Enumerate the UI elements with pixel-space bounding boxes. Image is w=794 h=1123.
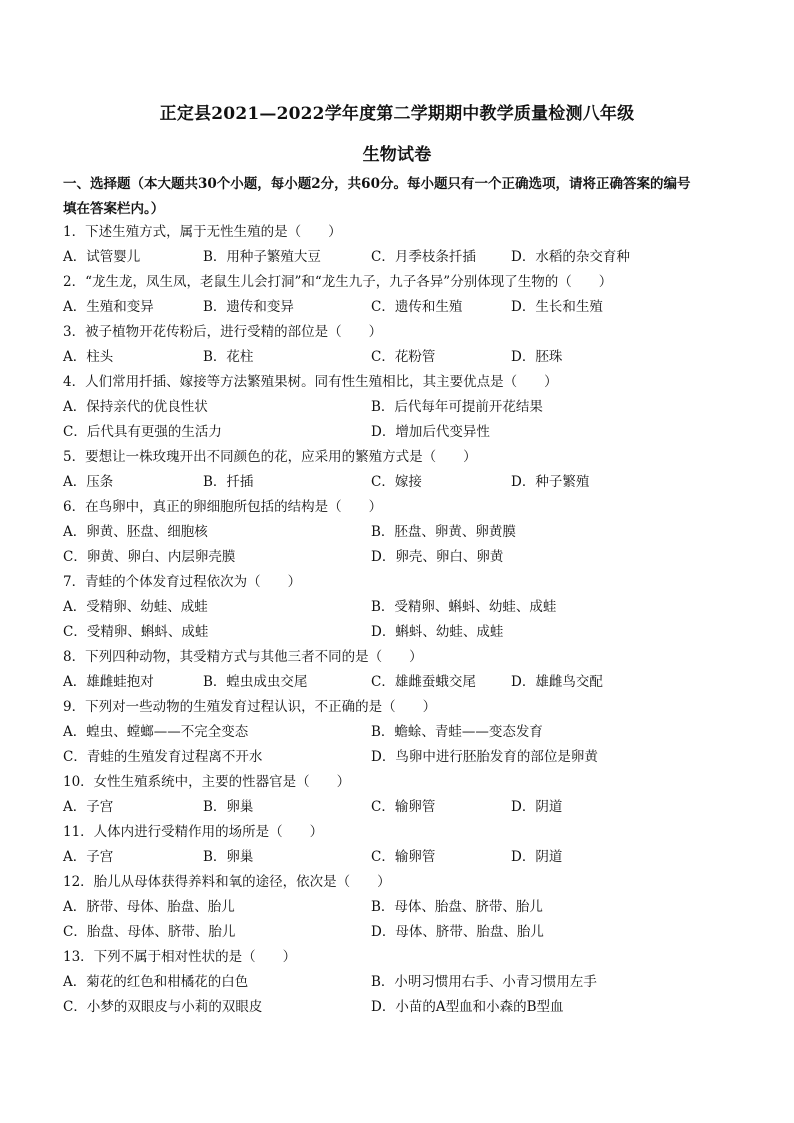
question-stem: 6．在鸟卵中，真正的卵细胞所包括的结构是（ ）: [63, 499, 383, 515]
options-row: [63, 295, 731, 320]
option-c: C．遗传和生殖: [371, 299, 463, 315]
option-c: C．嫁接: [371, 474, 422, 490]
option-b: B．用种子繁殖大豆: [203, 249, 321, 265]
question-stem: 13．下列不属于相对性状的是（ ）: [63, 949, 297, 965]
option-c: C．青蛙的生殖发育过程离不开水: [63, 749, 263, 765]
options-row: [63, 420, 731, 445]
option-b: B．胚盘、卵黄、卵黄膜: [371, 524, 516, 540]
option-a: A．子宫: [63, 849, 114, 865]
question-stem: 5．要想让一株玫瑰开出不同颜色的花，应采用的繁殖方式是（ ）: [63, 449, 477, 465]
option-a: A．保持亲代的优良性状: [63, 399, 208, 415]
option-c: C．月季枝条扦插: [371, 249, 476, 265]
section-heading-line-2: 填在答案栏内。）: [63, 201, 165, 217]
options-row: [63, 795, 731, 820]
option-d: D．卵壳、卵白、卵黄: [371, 549, 504, 565]
options-row: [63, 970, 731, 995]
option-c: C．卵黄、卵白、内层卵壳膜: [63, 549, 236, 565]
option-c: C．输卵管: [371, 799, 436, 815]
option-b: B．卵巢: [203, 849, 254, 865]
options-row: [63, 895, 731, 920]
option-a: A．蝗虫、螳螂——不完全变态: [63, 724, 249, 740]
option-d: D．生长和生殖: [511, 299, 603, 315]
options-row: [63, 595, 731, 620]
options-row: [63, 520, 731, 545]
option-a: A．压条: [63, 474, 114, 490]
options-row: [63, 620, 731, 645]
option-d: D．鸟卵中进行胚胎发育的部位是卵黄: [371, 749, 598, 765]
options-row: [63, 670, 731, 695]
exam-title: 正定县2021—2022学年度第二学期期中教学质量检测八年级: [159, 104, 635, 124]
option-b: B．卵巢: [203, 799, 254, 815]
option-b: B．小明习惯用右手、小青习惯用左手: [371, 974, 597, 990]
option-c: C．胎盘、母体、脐带、胎儿: [63, 924, 236, 940]
option-a: A．受精卵、幼蛙、成蛙: [63, 599, 208, 615]
option-d: D．母体、脐带、胎盘、胎儿: [371, 924, 544, 940]
section-heading-line-1: 一、选择题（本大题共30个小题，每小题2分，共60分。每小题只有一个正确选项，请将正确答案的编号: [63, 176, 691, 192]
options-row: [63, 745, 731, 770]
option-b: B．遗传和变异: [203, 299, 294, 315]
options-row: [63, 720, 731, 745]
option-d: D．种子繁殖: [511, 474, 590, 490]
option-a: A．雄雌蛙抱对: [63, 674, 154, 690]
question-stem: 8．下列四种动物，其受精方式与其他三者不同的是（ ）: [63, 649, 423, 665]
options-row: [63, 245, 731, 270]
options-row: [63, 845, 731, 870]
options-row: [63, 470, 731, 495]
options-row: [63, 920, 731, 945]
option-c: C．受精卵、蝌蚪、成蛙: [63, 624, 209, 640]
option-a: A．子宫: [63, 799, 114, 815]
options-row: [63, 345, 731, 370]
question-stem: 3．被子植物开花传粉后，进行受精的部位是（ ）: [63, 324, 383, 340]
option-d: D．阴道: [511, 799, 563, 815]
option-a: A．试管婴儿: [63, 249, 141, 265]
option-b: B．蟾蜍、青蛙——变态发育: [371, 724, 543, 740]
option-a: A．卵黄、胚盘、细胞核: [63, 524, 208, 540]
question-stem: 12．胎儿从母体获得养料和氧的途径，依次是（ ）: [63, 874, 391, 890]
question-stem: 7．青蛙的个体发育过程依次为（ ）: [63, 574, 302, 590]
question-stem: 1．下述生殖方式，属于无性生殖的是（ ）: [63, 224, 342, 240]
option-a: A．柱头: [63, 349, 114, 365]
option-d: D．水稻的杂交育种: [511, 249, 630, 265]
option-a: A．生殖和变异: [63, 299, 154, 315]
option-d: D．胚珠: [511, 349, 563, 365]
option-b: B．后代每年可提前开花结果: [371, 399, 543, 415]
exam-subtitle: 生物试卷: [362, 145, 432, 165]
option-c: C．后代具有更强的生活力: [63, 424, 222, 440]
option-d: D．增加后代变异性: [371, 424, 490, 440]
options-row: [63, 395, 731, 420]
option-d: D．蝌蚪、幼蛙、成蛙: [371, 624, 504, 640]
option-b: B．扦插: [203, 474, 254, 490]
options-row: [63, 545, 731, 570]
question-stem: 11．人体内进行受精作用的场所是（ ）: [63, 824, 324, 840]
option-b: B．蝗虫成虫交尾: [203, 674, 308, 690]
question-stem: 4．人们常用扦插、嫁接等方法繁殖果树。同有性生殖相比，其主要优点是（ ）: [63, 374, 558, 390]
question-stem: 10．女性生殖系统中，主要的性器官是（ ）: [63, 774, 351, 790]
options-row: [63, 995, 731, 1020]
option-d: D．雄雌鸟交配: [511, 674, 603, 690]
question-stem: 2．“龙生龙，凤生凤，老鼠生儿会打洞”和“龙生九子，九子各异”分别体现了生物的（ ）: [63, 274, 613, 290]
option-a: A．脐带、母体、胎盘、胎儿: [63, 899, 235, 915]
section-instructions: [63, 172, 731, 222]
option-d: D．阴道: [511, 849, 563, 865]
option-b: B．母体、胎盘、脐带、胎儿: [371, 899, 543, 915]
question-list: [63, 220, 731, 1020]
option-a: A．菊花的红色和柑橘花的白色: [63, 974, 249, 990]
option-c: C．花粉管: [371, 349, 436, 365]
option-c: C．输卵管: [371, 849, 436, 865]
question-stem: 9．下列对一些动物的生殖发育过程认识，不正确的是（ ）: [63, 699, 437, 715]
option-d: D．小苗的A型血和小森的B型血: [371, 999, 564, 1015]
option-b: B．花柱: [203, 349, 254, 365]
option-c: C．雄雌蚕蛾交尾: [371, 674, 476, 690]
option-c: C．小梦的双眼皮与小莉的双眼皮: [63, 999, 263, 1015]
option-b: B．受精卵、蝌蚪、幼蛙、成蛙: [371, 599, 557, 615]
